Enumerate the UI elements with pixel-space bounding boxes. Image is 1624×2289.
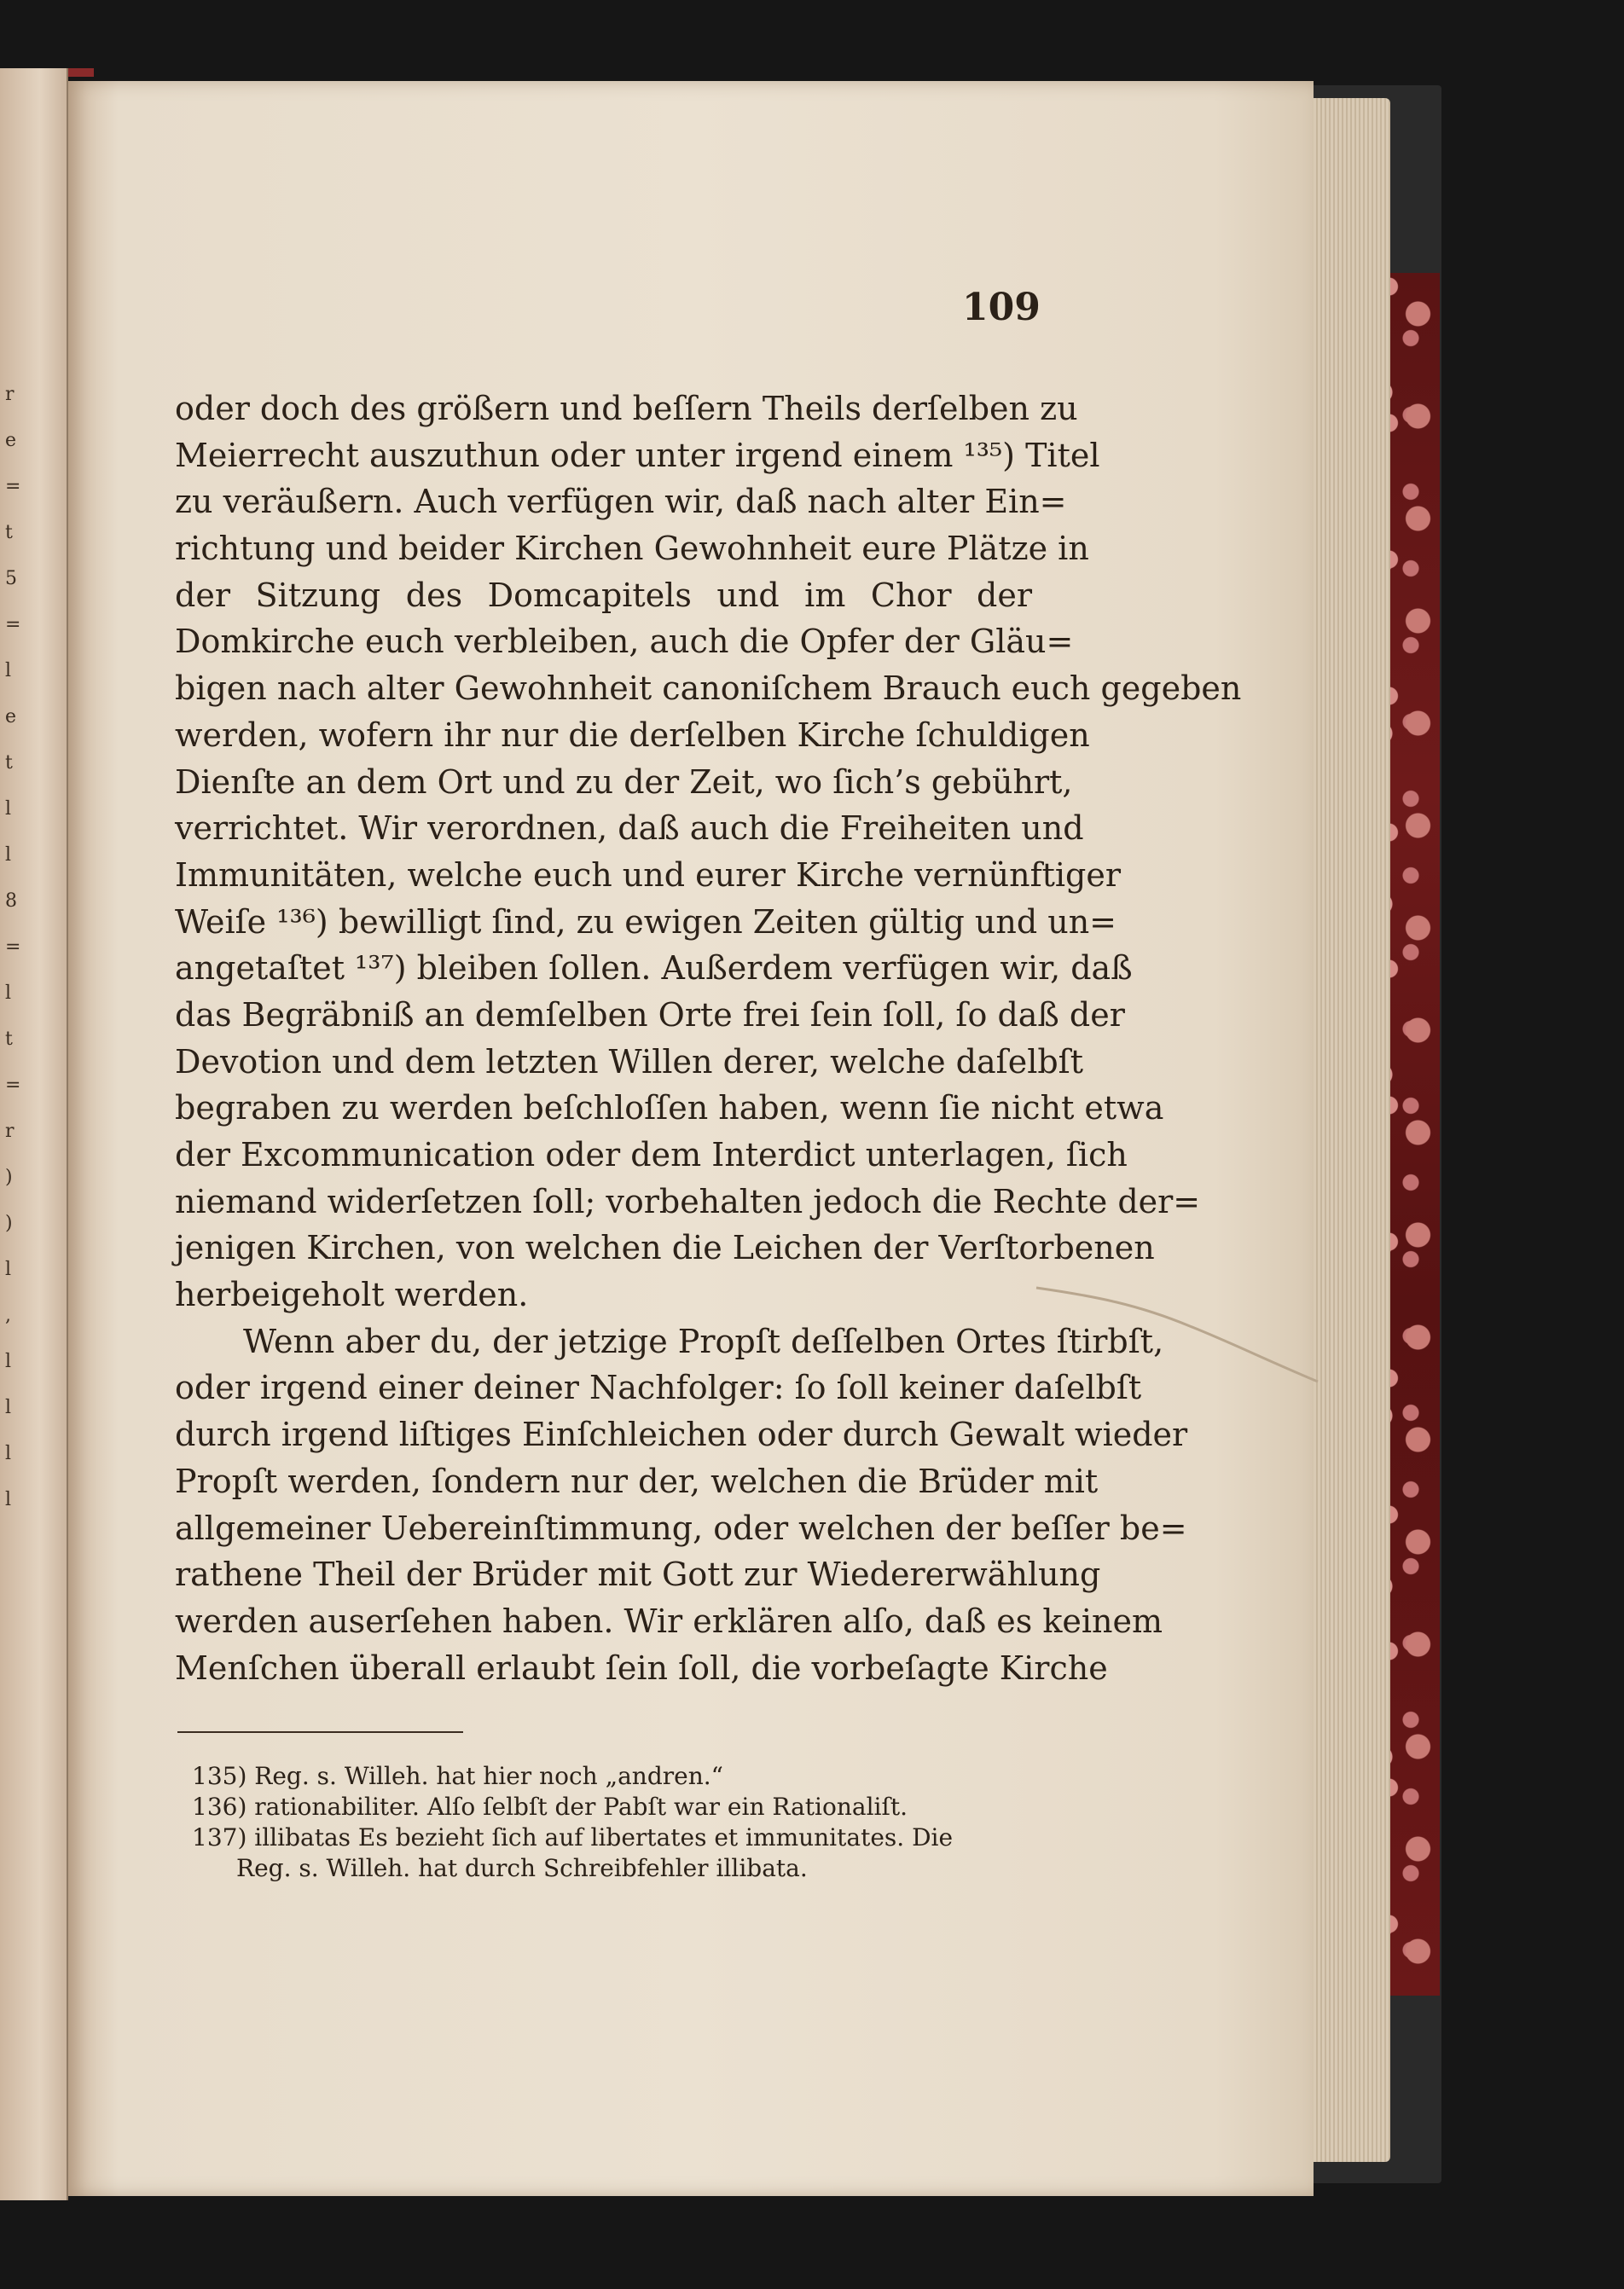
text-line: oder doch des größern und beſſern Theils derſelben zu bbox=[175, 390, 1078, 427]
footnote-rule bbox=[177, 1731, 463, 1733]
left-page-fragment: l bbox=[5, 1489, 12, 1510]
text-line: rathene Theil der Brüder mit Gott zur Wiedererwählung bbox=[175, 1556, 1101, 1594]
left-page-fragment: = bbox=[5, 476, 21, 497]
left-page-fragment: l bbox=[5, 844, 12, 866]
text-line: Devotion und dem letzten Willen derer, welche daſelbſt bbox=[175, 1042, 1084, 1081]
text-line: der Sitzung des Domcapitels und im Chor der bbox=[175, 576, 1032, 614]
text-line: angetaſtet ¹³⁷) bleiben ſollen. Außerdem verfügen wir, daß bbox=[175, 949, 1133, 988]
left-page-fragment: = bbox=[5, 614, 21, 635]
left-page-fragment: l bbox=[5, 1351, 12, 1372]
left-page-fragment: e bbox=[5, 430, 17, 451]
left-page-fragment: r bbox=[5, 1121, 14, 1142]
page-crease bbox=[1036, 1288, 1318, 1390]
left-page-fragment: l bbox=[5, 1443, 12, 1464]
text-line: das Begräbniß an demſelben Orte frei ſein ſoll, ſo daß der bbox=[175, 995, 1125, 1034]
text-line: niemand widerſetzen ſoll; vorbehalten jedoch die Rechte der= bbox=[175, 1182, 1201, 1220]
text-line: Immunitäten, welche euch und eurer Kirche vernünftiger bbox=[175, 855, 1122, 894]
text-line: Domkirche euch verbleiben, auch die Opfer der Gläu= bbox=[175, 623, 1074, 661]
text-line: werden, wofern ihr nur die derſelben Kirche ſchuldigen bbox=[175, 716, 1090, 754]
footnote-137-continued: Reg. s. Willeh. hat durch Schreibfehler illibata. bbox=[236, 1854, 808, 1882]
text-line: Menſchen überall erlaubt ſein ſoll, die vorbeſagte Kirche bbox=[175, 1649, 1108, 1687]
text-line: der Excommunication oder dem Interdict unterlagen, ſich bbox=[175, 1136, 1128, 1173]
footnote-137: 137) illibatas Es bezieht ſich auf libertates et immunitates. Die bbox=[192, 1823, 954, 1851]
left-page-fragment: l bbox=[5, 1259, 12, 1280]
page-number: 109 bbox=[962, 286, 1041, 329]
left-page-fragment: r bbox=[5, 384, 14, 405]
left-page-fragment: e bbox=[5, 706, 17, 727]
left-page-fragment: ) bbox=[5, 1213, 13, 1234]
footnote-135: 135) Reg. s. Willeh. hat hier noch „andren.“ bbox=[192, 1762, 723, 1790]
text-line: Wenn aber du, der jetzige Propſt deſſelben Ortes ſtirbſt, bbox=[243, 1322, 1164, 1360]
text-line: Weiſe ¹³⁶) bewilligt ſind, zu ewigen Zeiten gültig und un= bbox=[175, 902, 1117, 941]
text-line: zu veräußern. Auch verfügen wir, daß nach alter Ein= bbox=[175, 483, 1067, 521]
left-page-fragment: t bbox=[5, 1029, 13, 1050]
footnotes bbox=[192, 1761, 1032, 1884]
text-line: verrichtet. Wir verordnen, daß auch die Freiheiten und bbox=[175, 809, 1084, 848]
left-page-fragment: = bbox=[5, 936, 21, 958]
text-line: werden auserſehen haben. Wir erklären alſo, daß es keinem bbox=[175, 1602, 1163, 1640]
text-line: bigen nach alter Gewohnheit canoniſchem Brauch euch gegeben bbox=[175, 669, 1242, 708]
left-page-fragment: t bbox=[5, 522, 13, 543]
text-line: Dienſte an dem Ort und zu der Zeit, wo ſich’s gebührt, bbox=[175, 762, 1073, 801]
left-page-fragment: l bbox=[5, 982, 12, 1004]
left-page-fragment: 5 bbox=[5, 568, 17, 589]
text-line: herbeigeholt werden. bbox=[175, 1276, 529, 1314]
text-line: Meierrecht auszuthun oder unter irgend einem ¹³⁵) Titel bbox=[175, 436, 1100, 474]
text-line: richtung und beider Kirchen Gewohnheit eure Plätze in bbox=[175, 530, 1089, 568]
text-line: allgemeiner Uebereinſtimmung, oder welchen der beſſer be= bbox=[175, 1509, 1187, 1547]
text-line: Propſt werden, ſondern nur der, welchen die Brüder mit bbox=[175, 1462, 1099, 1500]
left-page-fragment: , bbox=[5, 1305, 11, 1326]
left-page-strip bbox=[0, 68, 68, 2200]
left-page-fragment: l bbox=[5, 660, 12, 681]
text-line: durch irgend liſtiges Einſchleichen oder durch Gewalt wieder bbox=[175, 1416, 1188, 1454]
text-line: oder irgend einer deiner Nachfolger: ſo ſoll keiner daſelbſt bbox=[175, 1369, 1142, 1407]
text-line: begraben zu werden beſchloſſen haben, wenn ſie nicht etwa bbox=[175, 1089, 1164, 1127]
body-text bbox=[175, 385, 1242, 1691]
footnote-136: 136) rationabiliter. Alſo ſelbſt der Pabſt war ein Rationaliſt. bbox=[192, 1793, 908, 1821]
left-page-fragment: 8 bbox=[5, 890, 17, 912]
left-page-fragment: l bbox=[5, 798, 12, 820]
left-page-fragment: t bbox=[5, 752, 13, 774]
left-page-fragment: = bbox=[5, 1075, 21, 1096]
left-page-fragment: ) bbox=[5, 1167, 13, 1188]
left-page-fragment: l bbox=[5, 1397, 12, 1418]
text-line: jenigen Kirchen, von welchen die Leichen der Verſtorbenen bbox=[175, 1229, 1155, 1267]
